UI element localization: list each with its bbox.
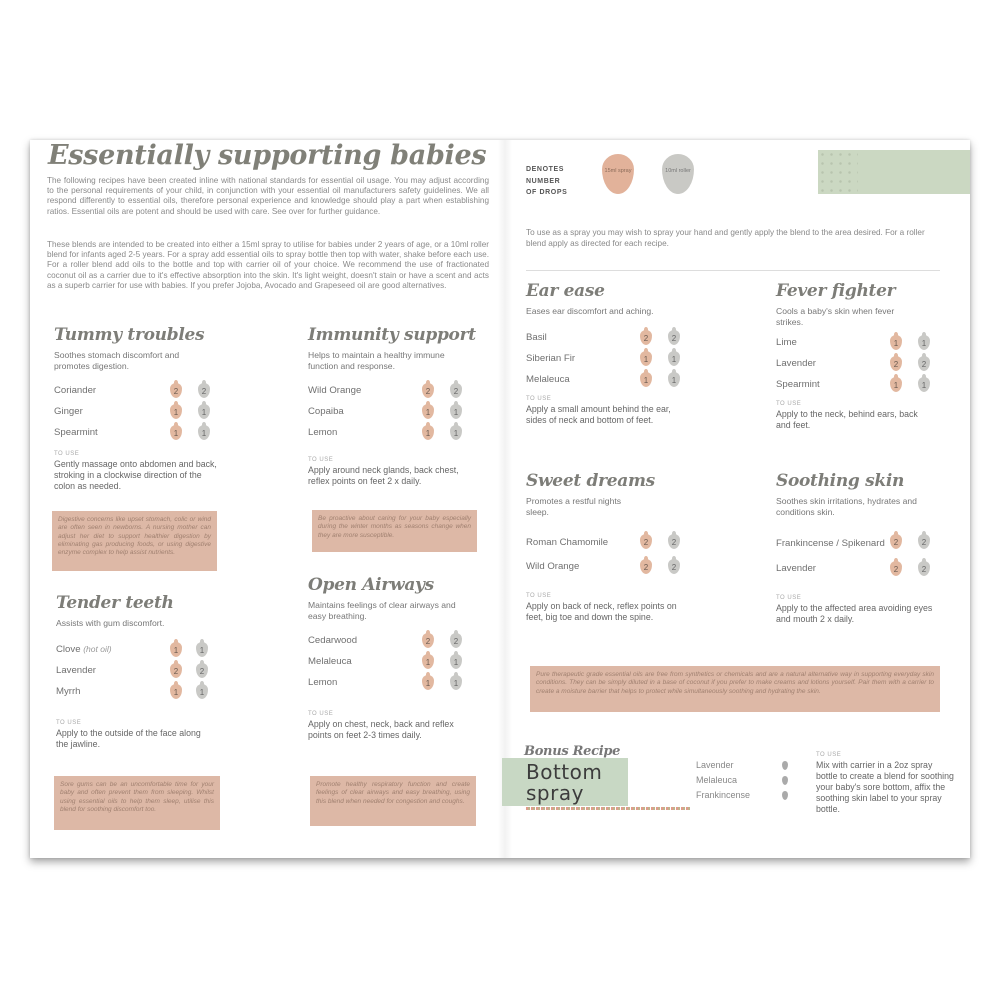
to-use-label: TO USE — [54, 451, 80, 457]
to-use-label: TO USE — [526, 396, 552, 402]
recipe-ear-ease — [526, 280, 696, 426]
recipe-title: Soothing skin — [776, 471, 905, 491]
recipe-description: Maintains feelings of clear airways and easy breathing. — [308, 600, 456, 621]
spray-drop-icon: 2 — [890, 534, 902, 549]
roller-drop-icon: 1 — [450, 675, 462, 690]
ingredient-name: Ginger — [54, 406, 83, 417]
right-page-intro: To use as a spray you may wish to spray your hand and gently apply the blend to the area desired. For a roller blend apply as directed for each recipe. — [526, 228, 925, 248]
ingredient-row — [56, 639, 226, 660]
ingredient-row — [308, 401, 478, 422]
decorative-underline — [526, 807, 690, 810]
ingredient-list — [526, 327, 696, 390]
to-use-text: Apply on chest, neck, back and reflex points on feet 2-3 times daily. — [308, 719, 454, 740]
roller-drop-icon: 2 — [450, 383, 462, 398]
legend-spray-drop-icon: 15ml spray — [602, 154, 634, 194]
recipe-title: Ear ease — [526, 281, 605, 301]
ingredient-name: Spearmint — [776, 379, 820, 390]
roller-drop-icon: 2 — [668, 559, 680, 574]
spray-drop-icon: 1 — [640, 372, 652, 387]
ingredient-list — [776, 332, 946, 395]
spray-drop-icon: 1 — [640, 351, 652, 366]
ingredient-row — [776, 353, 946, 374]
roller-drop-icon: 1 — [196, 684, 208, 699]
recipe-open-airways — [308, 574, 478, 741]
ingredient-list — [308, 630, 478, 693]
to-use-label: TO USE — [776, 401, 802, 407]
legend-line: DENOTES — [526, 166, 565, 173]
ingredient-row — [776, 528, 927, 558]
spray-drop-icon: 1 — [422, 425, 434, 440]
drop-icon — [782, 776, 788, 785]
ingredient-name: Copaiba — [308, 406, 344, 417]
ingredient-name: Roman Chamomile — [526, 536, 609, 548]
ingredient-name-text: Clove — [56, 644, 81, 655]
ingredient-name: Frankincense / Spikenard — [776, 537, 885, 549]
ingredient-name: Lavender — [56, 665, 97, 676]
roller-drop-icon: 2 — [918, 561, 930, 576]
ingredient-name: Basil — [526, 332, 547, 343]
ingredient-name: Cedarwood — [308, 635, 358, 646]
ingredient-name: Melaleuca — [308, 656, 352, 667]
legend-line: NUMBER — [526, 177, 561, 185]
ingredient-name: Melaleuca — [526, 374, 570, 385]
to-use-text: Gently massage onto abdomen and back, stroking in a clockwise direction of the colon as needed. — [54, 459, 217, 491]
roller-drop-icon: 1 — [668, 372, 680, 387]
ingredient-list — [776, 528, 946, 579]
roller-drop-icon: 1 — [668, 351, 680, 366]
ingredient-name: Lavender — [776, 563, 817, 574]
spray-drop-icon: 1 — [890, 377, 902, 392]
ingredient-name: Wild Orange — [526, 561, 580, 572]
roller-drop-icon: 1 — [198, 425, 210, 440]
bonus-title-line: Bottom — [526, 760, 603, 784]
recipe-description: Assists with gum discomfort. — [56, 618, 165, 628]
roller-drop-icon: 1 — [450, 654, 462, 669]
ingredient-row — [526, 327, 696, 348]
to-use-text: Apply a small amount behind the ear, sides of neck and bottom of feet. — [526, 404, 671, 425]
roller-drop-icon: 1 — [450, 404, 462, 419]
recipe-immunity-support — [308, 324, 478, 487]
ingredient-name: Coriander — [54, 385, 97, 396]
recipe-description: Cools a baby's skin when fever strikes. — [776, 306, 895, 327]
spray-drop-icon: 1 — [422, 654, 434, 669]
spray-drop-icon: 2 — [890, 356, 902, 371]
tip-box: Sore gums can be an uncomfortable time for your baby and often prevent them from sleeping. Whilst using essential oils to help them sleep, utilise this blend for soothing discomfort too. — [54, 776, 220, 830]
bonus-ingredient — [696, 788, 796, 803]
ingredient-row — [308, 651, 478, 672]
recipe-description: Soothes stomach discomfort and promotes digestion. — [54, 350, 180, 371]
ingredient-name: Siberian Fir — [526, 353, 576, 364]
intro-paragraph-1: The following recipes have been created inline with national standards for essential oil usage. You may adjust according to the personal requirements of your child, in conjunction with your essential oil manufacturers safety guidelines. We all respond differently to essential oils, therefore personal experience and knowledge should play a part when establishing ratios. Essential oils are potent and should be used with care. See over for further guidance. — [47, 176, 489, 216]
bonus-title-line: spray — [526, 781, 584, 805]
ingredient-row — [54, 380, 224, 401]
bonus-title — [526, 762, 602, 804]
drop-icon — [782, 791, 788, 800]
roller-drop-icon: 1 — [196, 642, 208, 657]
ingredient-row — [776, 332, 946, 353]
roller-drop-icon: 1 — [918, 377, 930, 392]
spray-drop-icon: 1 — [422, 675, 434, 690]
ingredient-row — [308, 630, 478, 651]
tip-box: Digestive concerns like upset stomach, colic or wind are often seen in newborns. A nursing mother can adjust her diet to support healthier digestion by eliminating gas producing foods, or using digestive enzyme complex to help assist nutrients. — [52, 511, 217, 571]
tip-box-wide: Pure therapeutic grade essential oils are free from synthetics or chemicals and are a natural alternative way in supporting everyday skin conditions. They can be simply diluted in a base of coconut if you prefer to make creams and lotions yourself. Pair them with a carrier to create a moisture barrier that helps to protect while simultaneously soothing and hydrating the skin. — [530, 666, 940, 712]
roller-drop-icon: 2 — [668, 534, 680, 549]
recipe-tender-teeth — [56, 592, 226, 750]
spray-drop-icon: 1 — [422, 404, 434, 419]
to-use-text: Apply to the affected area avoiding eyes and mouth 2 x daily. — [776, 603, 933, 624]
ingredient-name: Lavender — [776, 358, 817, 369]
ingredient-name: Lime — [776, 337, 797, 348]
spray-drop-icon: 2 — [890, 561, 902, 576]
legend-roller-drop-icon: 10ml roller — [662, 154, 694, 194]
recipe-description: Helps to maintain a healthy immune function and response. — [308, 350, 445, 371]
spray-drop-icon: 1 — [170, 425, 182, 440]
ingredient-row — [308, 422, 478, 443]
spray-drop-icon: 2 — [422, 383, 434, 398]
ingredient-row — [54, 401, 224, 422]
ingredient-row — [56, 660, 226, 681]
recipe-description: Eases ear discomfort and aching. — [526, 306, 654, 316]
roller-drop-icon: 2 — [198, 383, 210, 398]
ingredient-name: Wild Orange — [308, 385, 362, 396]
ingredient-row — [526, 369, 696, 390]
page-title: Essentially supporting babies — [48, 140, 487, 171]
ingredient-name: Lemon — [308, 427, 338, 438]
recipe-title: Open Airways — [308, 575, 434, 595]
spray-drop-icon: 2 — [422, 633, 434, 648]
intro-paragraph-2: These blends are intended to be created into either a 15ml spray to utilise for babies under 2 years of age, or a 10ml roller blend for infants aged 2-5 years. For a spray add essential oils to spray bottle then top with water, shake before each use. For a roller blend add oils to the bottle and top with carrier oil of your choice. We recommend the use of fractionated coconut oil as a carrier due to it's effective absorption into the skin. It's light weight, doesn't stain or have a scent and acts as a superb carrier for use with babies. If you prefer Jojoba, Avocado and Grapeseed oil are good alternatives. — [47, 240, 489, 290]
to-use-label: TO USE — [816, 752, 842, 758]
ingredient-list — [308, 380, 478, 443]
divider — [526, 270, 940, 271]
ingredient-list — [526, 528, 696, 577]
bonus-to-use — [816, 752, 956, 815]
ingredient-name: Lemon — [308, 677, 338, 688]
recipe-title: Tender teeth — [56, 593, 174, 613]
ingredient-name — [56, 644, 112, 655]
to-use-text: Apply to the neck, behind ears, back and feet. — [776, 409, 918, 430]
to-use-text: Apply on back of neck, reflex points on feet, big toe and down the spine. — [526, 601, 677, 622]
to-use-label: TO USE — [776, 595, 802, 601]
spray-drop-icon: 2 — [170, 663, 182, 678]
to-use-label: TO USE — [308, 711, 334, 717]
tip-box: Promote healthy respiratory function and create feelings of clear airways and easy breathing, using this blend when needed for congestion and coughs. — [310, 776, 476, 826]
recipe-sweet-dreams — [526, 470, 696, 623]
ingredient-row — [308, 380, 478, 401]
recipe-title: Immunity support — [308, 325, 476, 345]
ingredient-list — [56, 639, 226, 702]
spray-drop-icon: 2 — [640, 534, 652, 549]
ingredient-name: Melaleuca — [696, 775, 738, 785]
ingredient-row — [776, 374, 946, 395]
booklet-spread — [30, 140, 970, 858]
roller-drop-icon: 1 — [918, 335, 930, 350]
spray-drop-icon: 1 — [890, 335, 902, 350]
roller-drop-icon: 2 — [918, 356, 930, 371]
bonus-ingredient-list — [696, 758, 796, 803]
spray-drop-icon: 2 — [170, 383, 182, 398]
spray-drop-icon: 2 — [640, 559, 652, 574]
roller-drop-icon: 1 — [198, 404, 210, 419]
ingredient-name: Myrrh — [56, 686, 81, 697]
to-use-label: TO USE — [56, 720, 82, 726]
ingredient-row — [526, 348, 696, 369]
ingredient-row — [526, 556, 696, 577]
decorative-dots — [818, 150, 858, 194]
to-use-text: Mix with carrier in a 2oz spray bottle to create a blend for soothing your baby's sore bottom, affix the soothing skin label to your spray bottle. — [816, 760, 954, 814]
ingredient-name: Frankincense — [696, 790, 751, 800]
ingredient-note: (hot oil) — [83, 644, 112, 654]
ingredient-row — [526, 528, 677, 556]
to-use-text: Apply to the outside of the face along the jawline. — [56, 728, 201, 749]
spray-drop-icon: 1 — [170, 404, 182, 419]
decorative-green-swatch — [818, 150, 970, 194]
recipe-soothing-skin — [776, 470, 946, 625]
roller-drop-icon: 2 — [668, 330, 680, 345]
roller-drop-icon: 2 — [450, 633, 462, 648]
roller-drop-icon: 1 — [450, 425, 462, 440]
roller-drop-icon: 2 — [918, 534, 930, 549]
recipe-title: Tummy troubles — [54, 325, 205, 345]
recipe-description: Soothes skin irritations, hydrates and conditions skin. — [776, 496, 917, 517]
page-fold — [498, 140, 512, 858]
spray-drop-icon: 1 — [170, 684, 182, 699]
recipe-tummy-troubles — [54, 324, 224, 492]
ingredient-row — [776, 558, 946, 579]
tip-box: Be proactive about caring for your baby especially during the winter months as seasons change when they are more susceptible. — [312, 510, 477, 552]
to-use-label: TO USE — [526, 593, 552, 599]
recipe-description: Promotes a restful nights sleep. — [526, 496, 622, 517]
drops-legend-label — [526, 164, 567, 199]
recipe-title: Sweet dreams — [526, 471, 655, 491]
legend-line: OF DROPS — [526, 189, 568, 196]
ingredient-name: Lavender — [696, 760, 734, 770]
recipe-title: Fever fighter — [776, 281, 896, 301]
ingredient-row — [308, 672, 478, 693]
roller-drop-icon: 2 — [196, 663, 208, 678]
bonus-ingredient — [696, 758, 796, 773]
ingredient-row — [56, 681, 226, 702]
to-use-label: TO USE — [308, 457, 334, 463]
to-use-text: Apply around neck glands, back chest, reflex points on feet 2 x daily. — [308, 465, 459, 486]
spray-drop-icon: 1 — [170, 642, 182, 657]
drop-icon — [782, 761, 788, 770]
recipe-fever-fighter — [776, 280, 946, 431]
spray-drop-icon: 2 — [640, 330, 652, 345]
bonus-ingredient — [696, 773, 796, 788]
ingredient-list — [54, 380, 224, 443]
ingredient-name: Spearmint — [54, 427, 98, 438]
bonus-script-label: Bonus Recipe — [524, 744, 621, 759]
ingredient-row — [54, 422, 224, 443]
